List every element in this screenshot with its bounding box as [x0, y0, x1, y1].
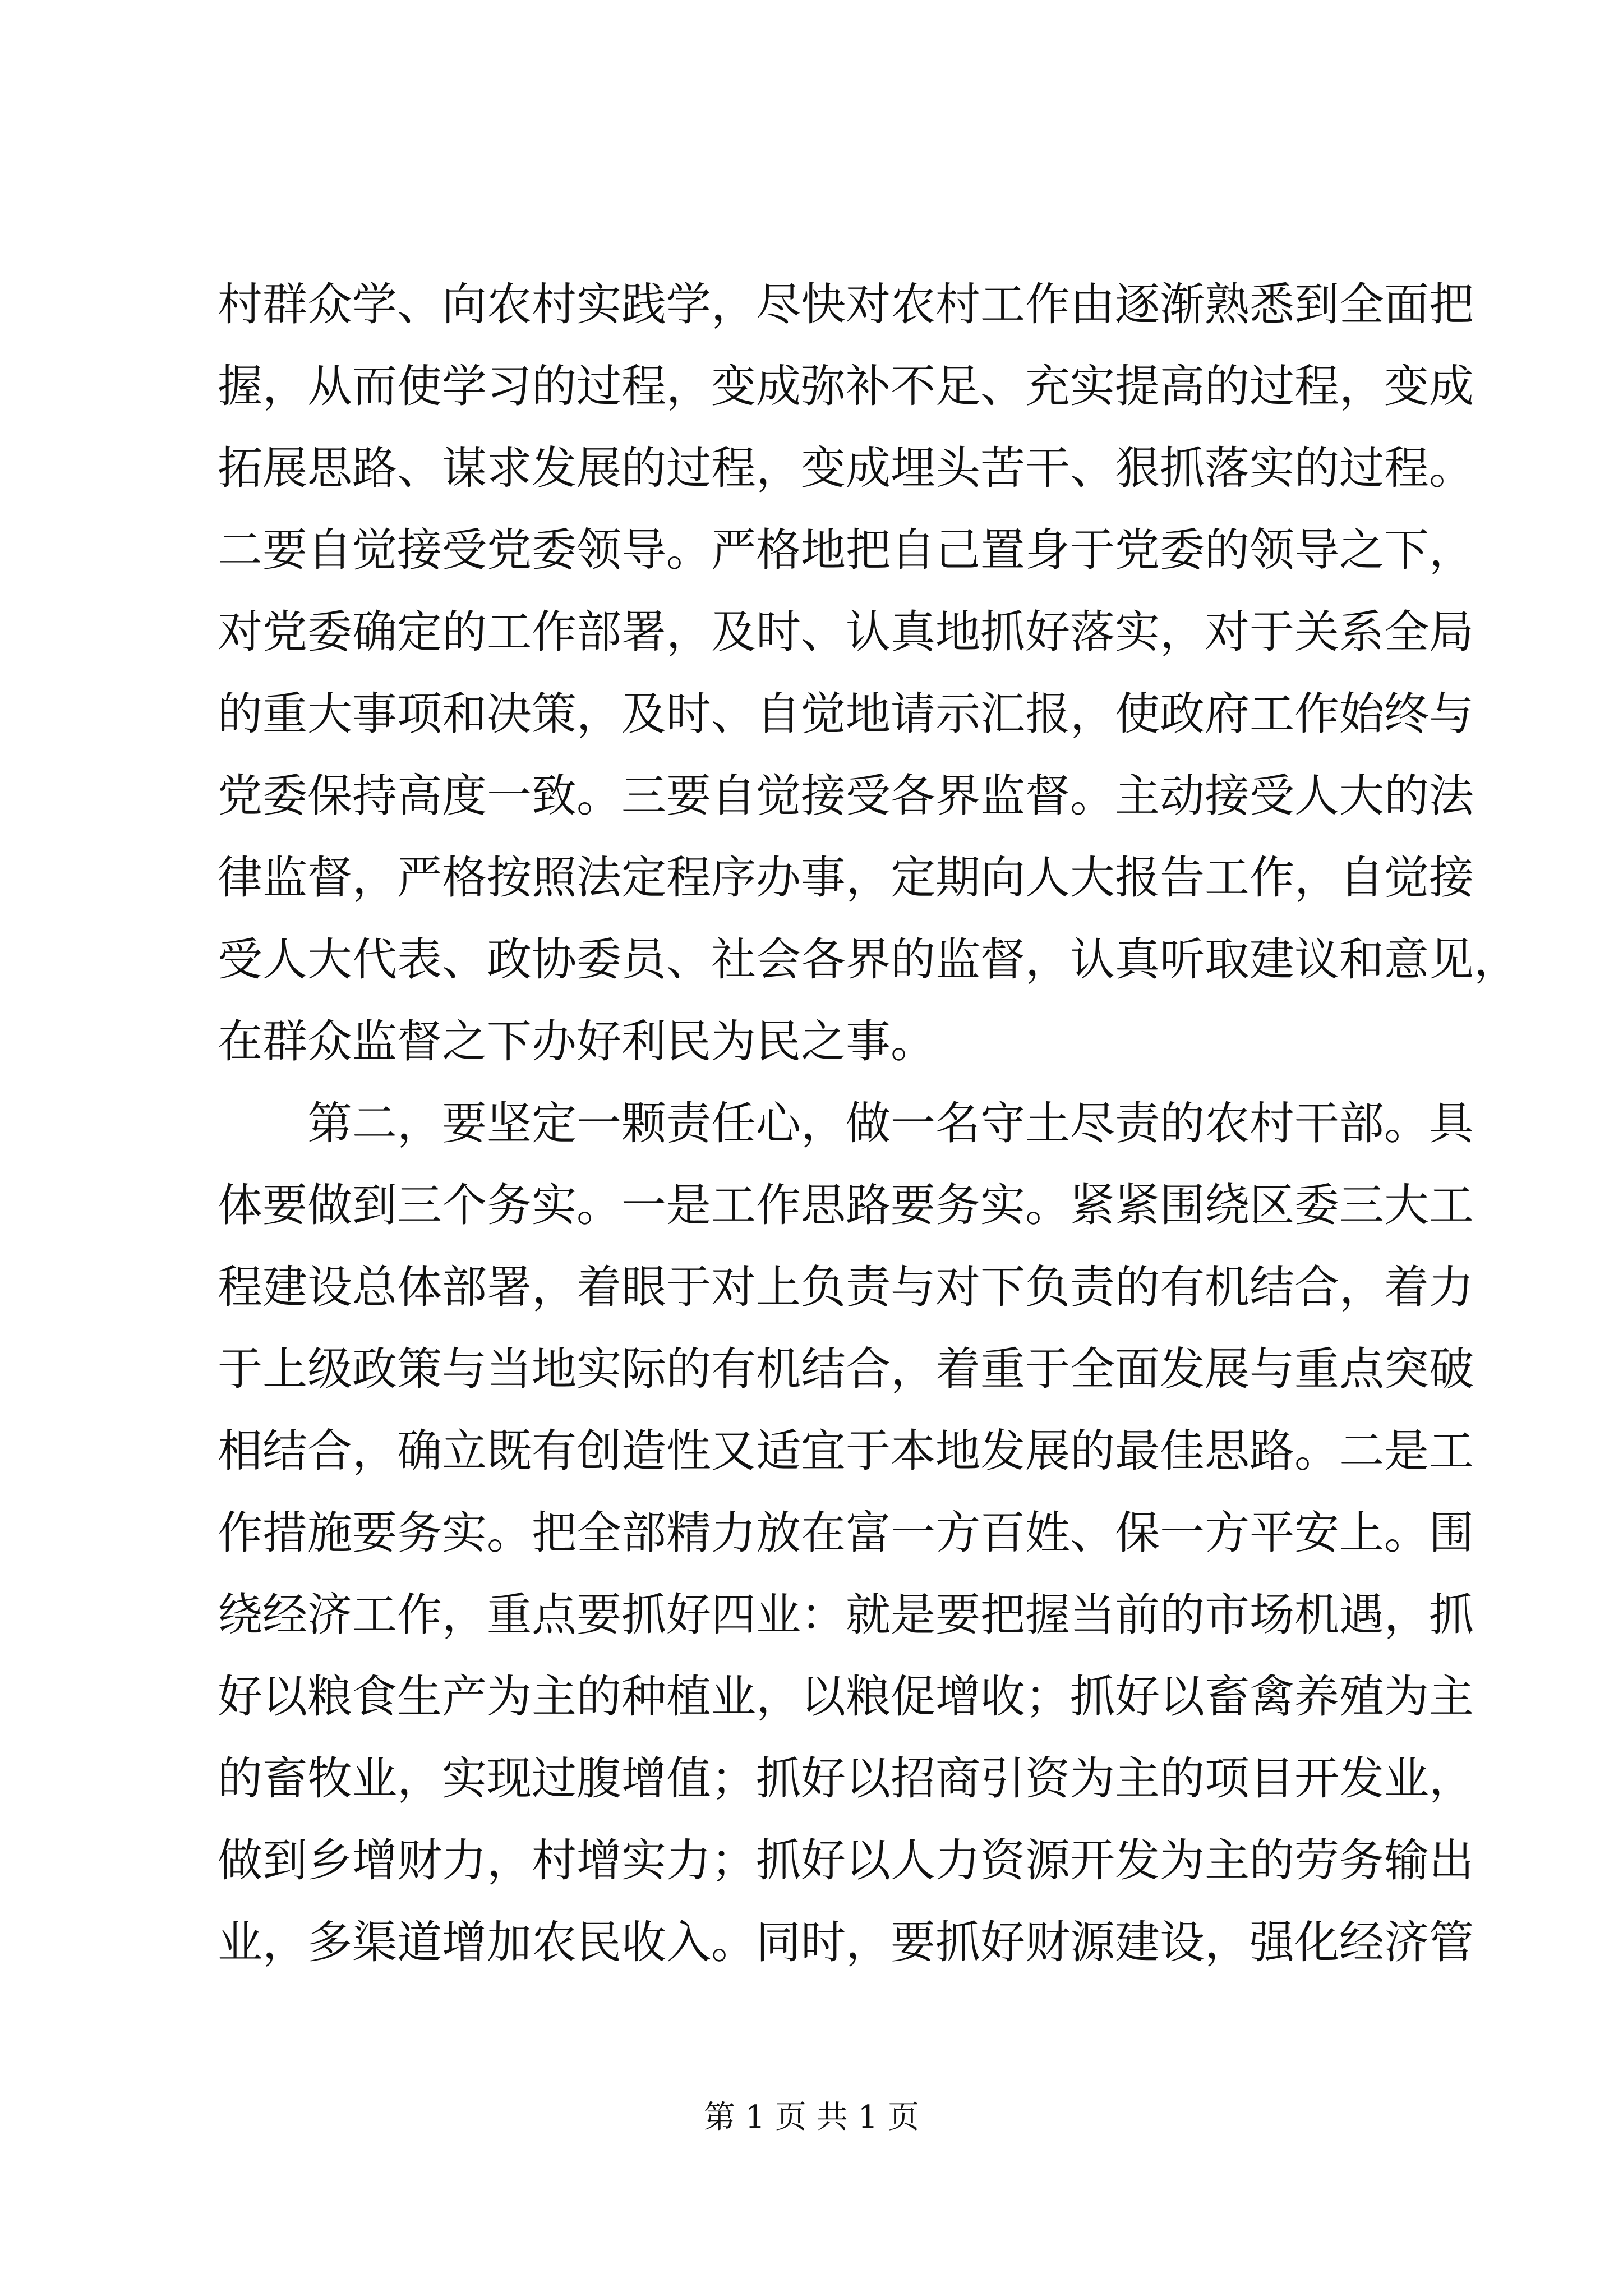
- text-line: 第二，要坚定一颗责任心，做一名守土尽责的农村干部。具: [307, 1097, 1474, 1149]
- text-line: 的畜牧业，实现过腹增值；抓好以招商引资为主的项目开发业，: [218, 1752, 1474, 1805]
- text-line: 相结合，确立既有创造性又适宜于本地发展的最佳思路。二是工: [218, 1425, 1474, 1477]
- text-line: 的重大事项和决策，及时、自觉地请示汇报，使政府工作始终与: [218, 688, 1474, 740]
- paragraph: [218, 264, 1519, 1083]
- text-line: 二要自觉接受党委领导。严格地把自己置身于党委的领导之下，: [218, 524, 1474, 576]
- text-line: 绕经济工作，重点要抓好四业：就是要把握当前的市场机遇，抓: [218, 1589, 1474, 1641]
- text-line: 对党委确定的工作部署，及时、认真地抓好落实，对于关系全局: [218, 606, 1474, 658]
- text-line: 村群众学、向农村实践学，尽快对农村工作由逐渐熟悉到全面把: [218, 278, 1474, 330]
- text-line: 程建设总体部署，着眼于对上负责与对下负责的有机结合，着力: [218, 1261, 1474, 1313]
- text-line: 律监督，严格按照法定程序办事，定期向人大报告工作，自觉接: [218, 852, 1474, 904]
- text-line: 于上级政策与当地实际的有机结合，着重于全面发展与重点突破: [218, 1343, 1474, 1395]
- page-number-footer: 第 1 页 共 1 页: [703, 2099, 920, 2136]
- paragraph: [218, 1083, 1474, 1984]
- text-line: 业，多渠道增加农民收入。同时，要抓好财源建设，强化经济管: [218, 1916, 1474, 1968]
- text-line: 受人大代表、政协委员、社会各界的监督，认真听取建议和意见，: [218, 933, 1519, 986]
- text-line: 体要做到三个务实。一是工作思路要务实。紧紧围绕区委三大工: [218, 1179, 1474, 1231]
- text-line: 拓展思路、谋求发展的过程，变成埋头苦干、狠抓落实的过程。: [218, 442, 1474, 494]
- text-line: 在群众监督之下办好利民为民之事。: [218, 1015, 935, 1068]
- document-body: [218, 264, 1519, 1984]
- text-line: 好以粮食生产为主的种植业，以粮促增收；抓好以畜禽养殖为主: [218, 1671, 1474, 1723]
- text-line: 握，从而使学习的过程，变成弥补不足、充实提高的过程，变成: [218, 360, 1474, 412]
- text-line: 做到乡增财力，村增实力；抓好以人力资源开发为主的劳务输出: [218, 1834, 1474, 1887]
- text-line: 作措施要务实。把全部精力放在富一方百姓、保一方平安上。围: [218, 1507, 1474, 1559]
- text-line: 党委保持高度一致。三要自觉接受各界监督。主动接受人大的法: [218, 770, 1474, 822]
